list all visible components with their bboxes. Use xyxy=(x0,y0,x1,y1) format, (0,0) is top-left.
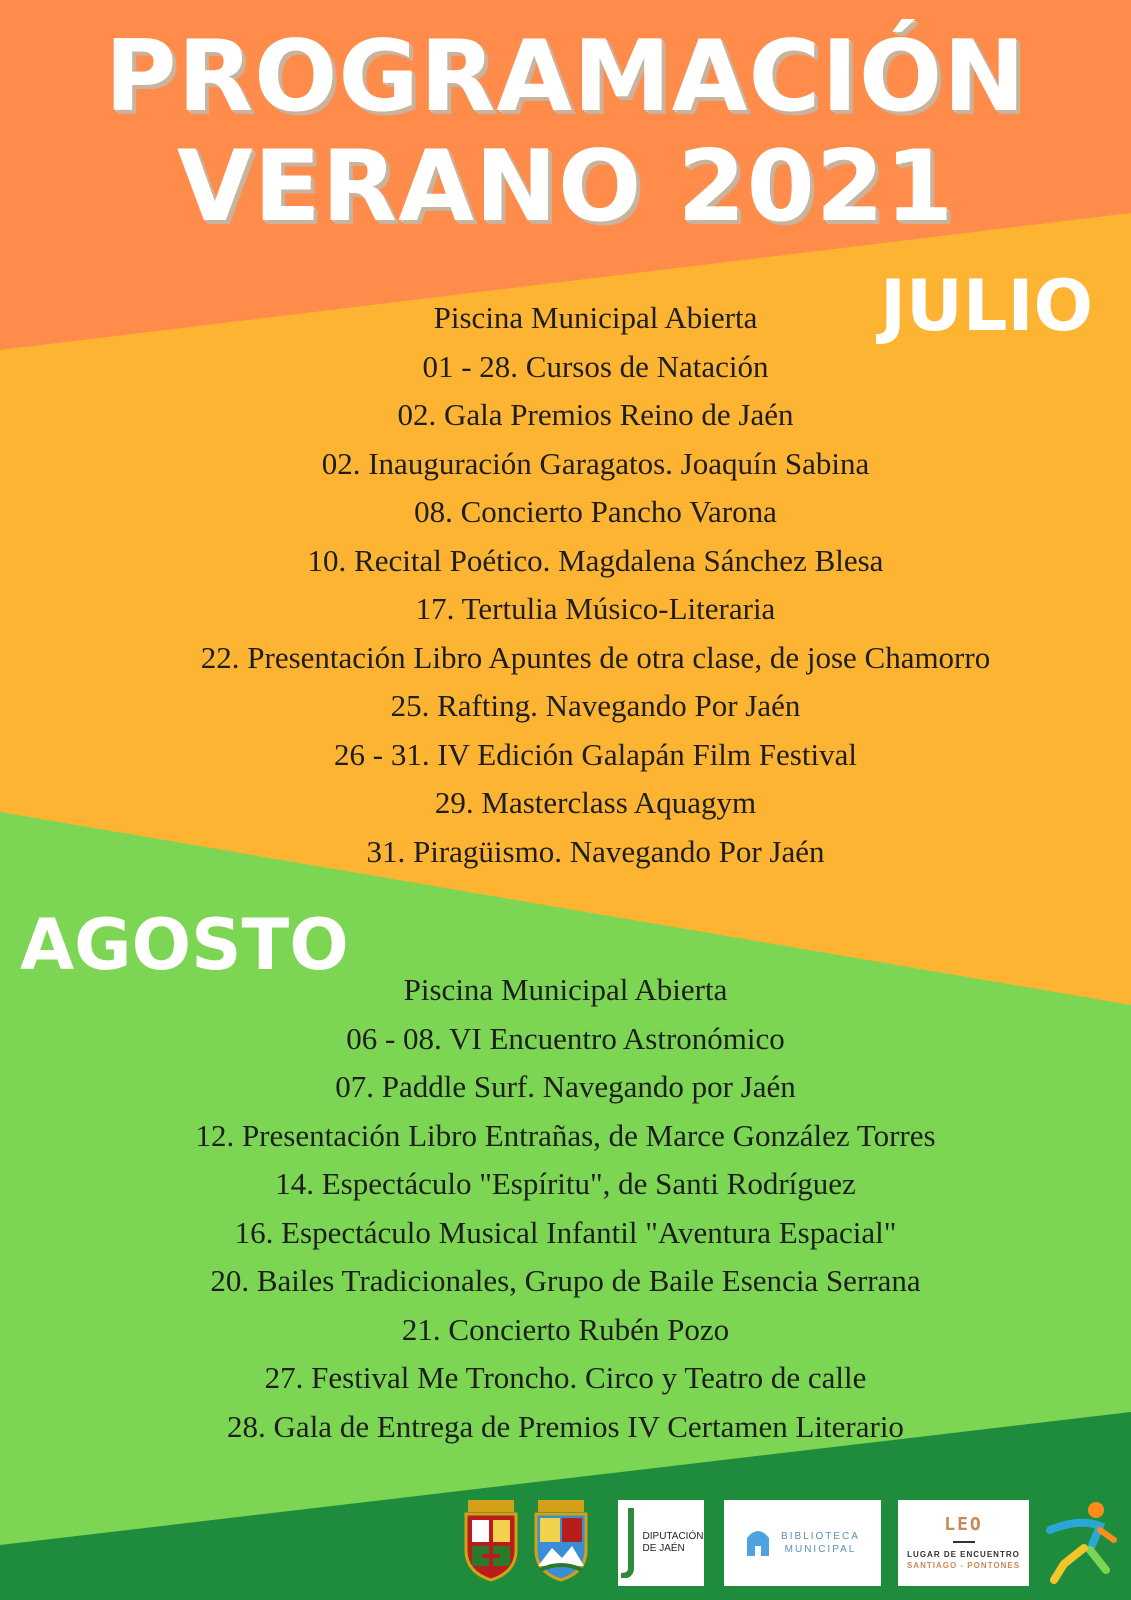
event-item: 26 - 31. IV Edición Galapán Film Festival xyxy=(334,736,857,772)
diputacion-logo-text: DE JAÉN xyxy=(642,1543,685,1554)
event-item: 20. Bailes Tradicionales, Grupo de Baile Esencia Serrana xyxy=(210,1263,921,1298)
event-item: 10. Recital Poético. Magdalena Sánchez Blesa xyxy=(307,542,884,578)
coat-of-arms-icon xyxy=(460,1500,522,1582)
event-item: 06 - 08. VI Encuentro Astronómico xyxy=(346,1020,785,1056)
event-item: 12. Presentación Libro Entrañas, de Marce González Torres xyxy=(195,1117,936,1153)
event-item: 17. Tertulia Músico-Literaria xyxy=(415,591,776,626)
leo-logo-location: SANTIAGO - PONTONES xyxy=(906,1561,1021,1570)
diputacion-logo-text: DIPUTACIÓN xyxy=(642,1531,704,1542)
event-item: 28. Gala de Entrega de Premios IV Certamen Literario xyxy=(227,1408,904,1444)
event-item: 14. Espectáculo "Espíritu", de Santi Rodríguez xyxy=(275,1166,856,1201)
event-item: 31. Piragüismo. Navegando Por Jaén xyxy=(366,833,825,869)
diputacion-logo-icon xyxy=(618,1500,704,1586)
sponsor-logos-row xyxy=(0,1498,1131,1593)
event-item: 27. Festival Me Troncho. Circo y Teatro de calle xyxy=(264,1360,867,1395)
runner-logo-icon xyxy=(1040,1500,1122,1590)
event-item: Piscina Municipal Abierta xyxy=(433,300,758,335)
event-item: 16. Espectáculo Musical Infantil "Aventura Espacial" xyxy=(234,1214,897,1250)
event-item: 25. Rafting. Navegando Por Jaén xyxy=(390,688,801,723)
event-item: 01 - 28. Cursos de Natación xyxy=(422,348,769,384)
leo-logo-divider xyxy=(953,1541,975,1543)
biblioteca-logo-text: MUNICIPAL xyxy=(784,1544,857,1555)
event-item: 08. Concierto Pancho Varona xyxy=(414,494,777,529)
title-programacion: PROGRAMACIÓN xyxy=(104,20,1027,134)
event-item: 07. Paddle Surf. Navegando por Jaén xyxy=(335,1069,796,1104)
leo-logo-title: LEO xyxy=(944,1514,983,1535)
title-verano-2021: VERANO 2021 xyxy=(176,130,955,244)
event-item: Piscina Municipal Abierta xyxy=(403,972,728,1007)
month-heading-julio: JULIO xyxy=(880,265,1094,347)
julio-event-list xyxy=(30,294,1131,876)
event-item: 02. Inauguración Garagatos. Joaquín Sabina xyxy=(321,445,870,481)
event-item: 29. Masterclass Aquagym xyxy=(434,785,757,820)
biblioteca-logo-text: BIBLIOTECA xyxy=(781,1531,860,1542)
event-item: 02. Gala Premios Reino de Jaén xyxy=(397,397,794,432)
leo-logo-subtitle: LUGAR DE ENCUENTRO xyxy=(907,1550,1020,1559)
event-item: 22. Presentación Libro Apuntes de otra clase, de jose Chamorro xyxy=(200,639,991,675)
coat-of-arms-icon xyxy=(530,1500,592,1582)
biblioteca-logo-icon xyxy=(724,1500,881,1586)
month-heading-agosto: AGOSTO xyxy=(20,904,349,986)
leo-logo-icon xyxy=(898,1500,1029,1586)
agosto-event-list xyxy=(0,966,1131,1451)
event-item: 21. Concierto Rubén Pozo xyxy=(401,1311,730,1347)
